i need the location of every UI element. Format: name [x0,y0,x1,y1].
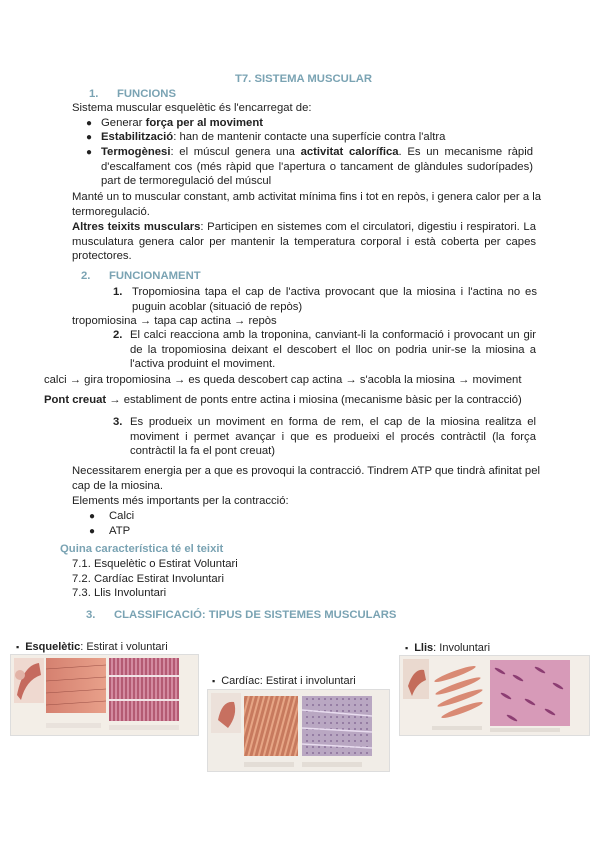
step-1-text: Tropomiosina tapa el cap de l'activa provocant que la miosina i l'actina no es puguin acoblar (situació de repòs) [132,286,537,313]
section-1-heading [89,87,176,102]
flow-line-1: tropomiosina → tapa cap actina → repòs [72,315,277,327]
image-3-label [405,641,490,656]
step-1-number: 1. [113,286,123,298]
bullet-dot: ▪ [212,676,216,686]
tissue-2: 7.2. Cardíac Estirat Involuntari [72,573,224,585]
paragraph-altres-teixits [72,220,536,264]
bullet-bold: força per al moviment [145,117,263,129]
smooth-muscle-illustration [400,656,589,735]
bullet-dot: ▪ [405,643,409,653]
paragraph-text: → establiment de ponts entre actina i miosina (mecanisme bàsic per la contracció) [106,394,522,406]
bullet-dot: ● [86,118,93,129]
page-title: T7. SISTEMA MUSCULAR [235,73,373,85]
section-title: CLASSIFICACIÓ: TIPUS DE SISTEMES MUSCULARS [114,609,397,621]
label-text: : Estirat i involuntari [259,675,356,687]
bold-term: Llis [414,642,434,654]
section-number: 1. [89,88,99,100]
bold-term: Cardíac [221,675,260,687]
bold-term: Altres teixits musculars [72,221,201,233]
step-2-text: El calci reacciona amb la troponina, canviant-li la conformació i provocant un gir de la tropomiosina deixant el descobert el lloc on podria unir-se la miosina a l'activa produint el moviment. [130,329,536,371]
section-number: 2. [81,270,91,282]
bullet-termogenesi [101,145,533,189]
section-number: 3. [86,609,96,621]
label-text: : Estirat i voluntari [80,641,168,653]
bullet-text: Generar [101,117,146,129]
bold-term: Esquelètic [25,641,81,653]
bold-term: Pont creuat [44,394,107,406]
element-calci: Calci [109,510,135,522]
step-3-text: Es produeix un moviment en forma de rem, el cap de la miosina realitza el moviment i permet avançar i que es produeixi el procés contràctil (la força contràctil la fa el pont creuat) [130,416,536,458]
skeletal-muscle-illustration [11,655,198,735]
section-title: FUNCIONAMENT [109,270,201,282]
energia-paragraph: Necessitarem energia per a que es provoqui la contracció. Tindrem ATP que tindrà afinitat pel cap de la miosina. [72,465,540,492]
cardiac-muscle-illustration [208,690,389,771]
bullet-dot: ▪ [16,642,20,652]
smooth-muscle-image [399,655,590,736]
bullet-text: : han de mantenir contacte una superfície contra l'altra [173,131,446,143]
section-2-heading [81,269,201,284]
bullet-stabilitzacio [101,130,445,145]
paragraph-to-muscular: Manté un to muscular constant, amb activitat mínima fins i tot en repòs, i genera calor per a la termoregulació. [72,191,542,218]
element-atp: ATP [109,525,131,537]
bullet-bold: activitat calorífica [300,146,399,158]
section-3-heading [86,608,396,623]
image-1-label [16,640,168,655]
intro-text: Sistema muscular esquelètic és l'encarregat de: [72,102,312,114]
bullet-dot: ● [89,511,96,522]
tissue-3: 7.3. Llis Involuntari [72,587,167,599]
pont-creuat [44,393,522,408]
quina-heading: Quina característica té el teixit [60,543,224,555]
section-title: FUNCIONS [117,88,176,100]
bullet-bold: Estabilització [101,131,174,143]
skeletal-muscle-image [10,654,199,736]
cardiac-muscle-image [207,689,390,772]
tissue-1: 7.1. Esquelètic o Estirat Voluntari [72,558,238,570]
elements-heading: Elements més importants per la contracció: [72,495,289,507]
bullet-force [101,116,263,131]
step-3-number: 3. [113,416,123,428]
image-2-label [212,674,356,689]
paragraph-text: : Participen en sistemes com el circulatori, digestiu i respiratori. La musculatura genera calor per mantenir la temperatura corporal i està coberta per capes protectores. [72,221,536,263]
bullet-dot: ● [89,526,96,537]
label-text: : Involuntari [433,642,491,654]
bullet-text: : el múscul genera una [170,146,301,158]
bullet-bold: Termogènesi [101,146,171,158]
flow-line-2: calci → gira tropomiosina → es queda descobert cap actina → s'acobla la miosina → moviment [44,374,522,386]
bullet-text: . Es un mecanisme ràpid d'escalfament cos (més ràpid que l'apertura o tancament de glàndules sudorípades) part de termoregulació del múscul [101,146,533,188]
bullet-dot: ● [86,132,93,143]
step-2-number: 2. [113,329,123,341]
bullet-dot: ● [86,147,93,158]
